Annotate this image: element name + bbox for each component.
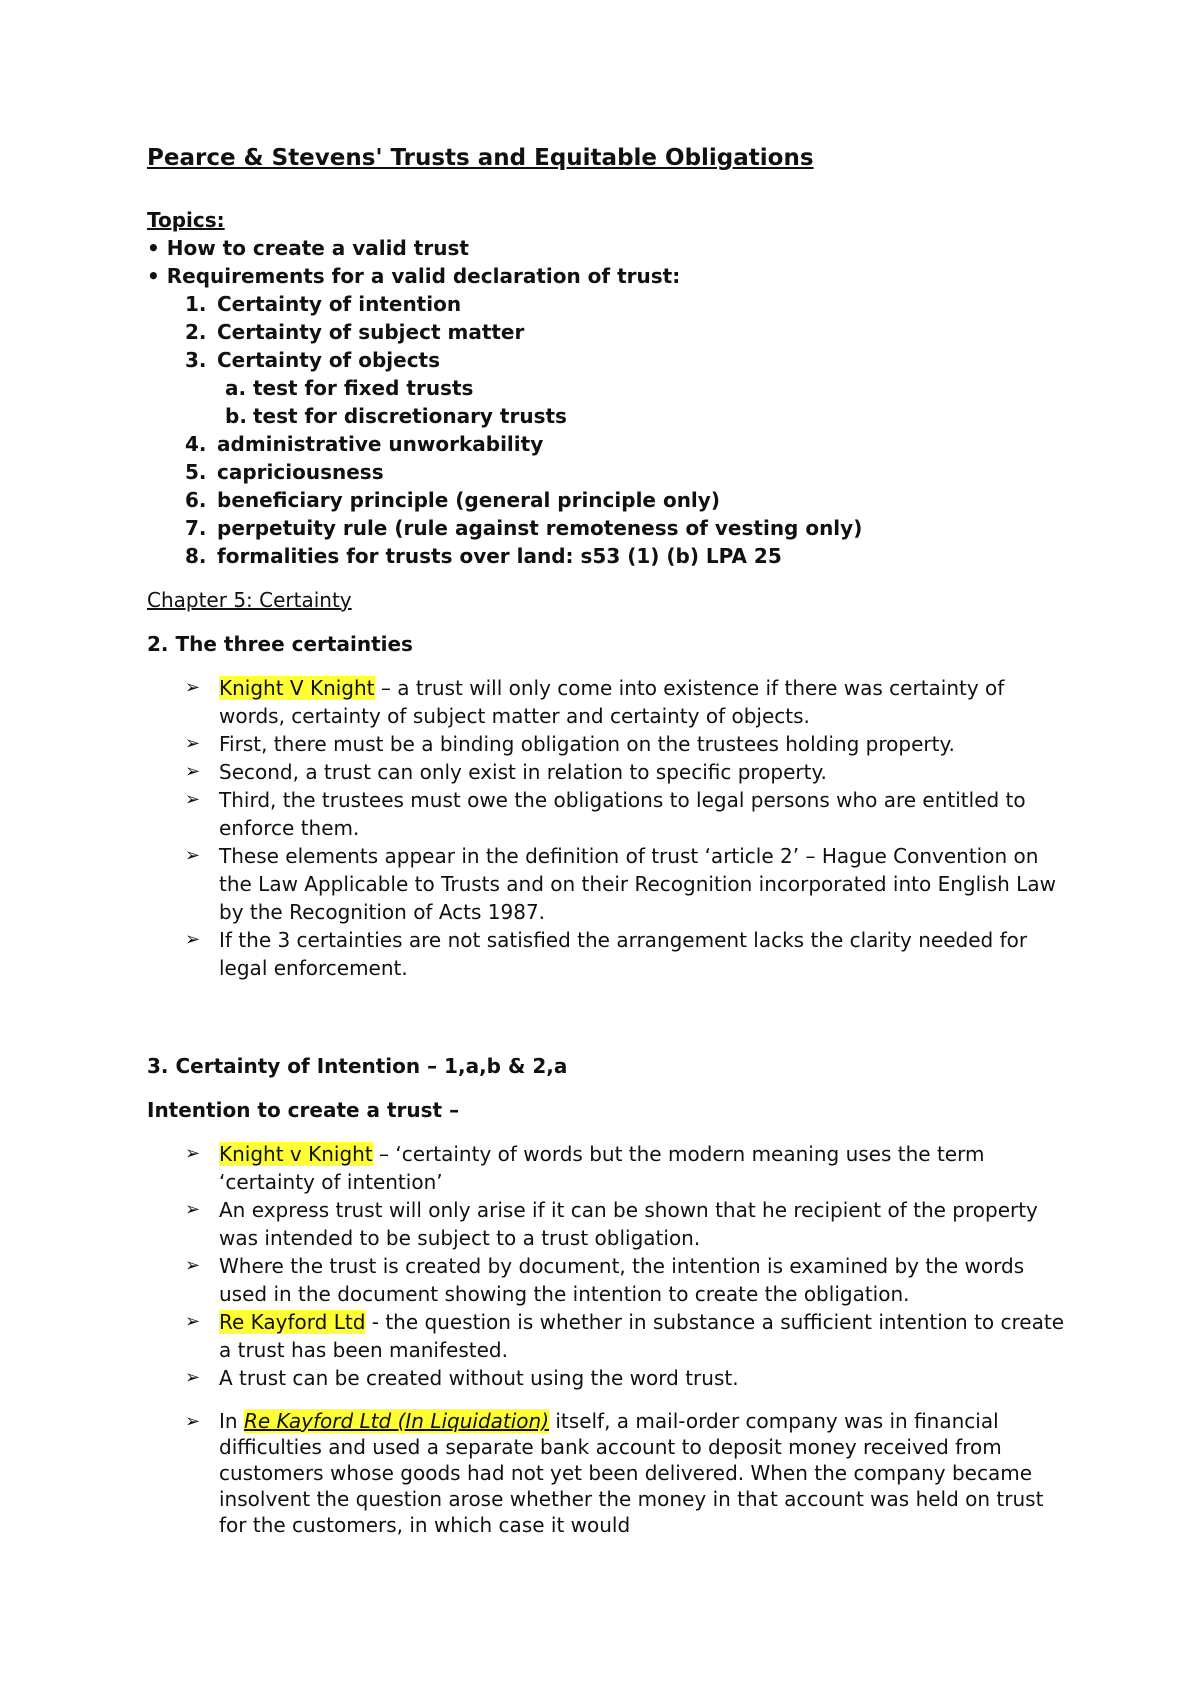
- list-item: ➢ A trust can be created without using the word trust.: [185, 1366, 739, 1390]
- subheading-intention: Intention to create a trust –: [147, 1098, 460, 1122]
- arrow-bullet-icon: ➢: [185, 845, 201, 866]
- list-item: ➢ Knight v Knight – ‘certainty of words but the modern meaning uses the term ‘certainty of intention’: [185, 1142, 985, 1194]
- requirement-item: 5. capriciousness: [185, 460, 384, 484]
- requirement-item: 4. administrative unworkability: [185, 432, 544, 456]
- case-name-highlight: Knight v Knight: [219, 1142, 373, 1166]
- arrow-bullet-icon: ➢: [185, 733, 201, 754]
- objects-test-item: b. test for discretionary trusts: [225, 404, 567, 428]
- topics-label: Topics:: [147, 208, 225, 232]
- arrow-bullet-icon: ➢: [185, 761, 201, 782]
- list-item: ➢ First, there must be a binding obligation on the trustees holding property.: [185, 732, 955, 756]
- requirements-list-continued: [147, 430, 1067, 570]
- arrow-bullet-icon: ➢: [185, 1199, 201, 1220]
- requirements-list: [147, 290, 1067, 374]
- arrow-bullet-icon: ➢: [185, 1411, 201, 1432]
- list-item: ➢ Where the trust is created by document, the intention is examined by the words used in the document showing the intention to create the obligation.: [185, 1254, 1025, 1306]
- list-item: ➢ These elements appear in the definition of trust ‘article 2’ – Hague Convention on the Law Applicable to Trusts and on their Recognition incorporated into English Law by the Recognition of Acts 1987.: [185, 844, 1056, 924]
- list-item: ➢ Re Kayford Ltd - the question is whether in substance a sufficient intention to create a trust has been manifested.: [185, 1310, 1065, 1362]
- three-certainties-list: [147, 674, 1067, 982]
- arrow-bullet-icon: ➢: [185, 929, 201, 950]
- requirement-item: 6. beneficiary principle (general principle only): [185, 488, 720, 512]
- topic-item: • How to create a valid trust: [147, 236, 469, 260]
- arrow-bullet-icon: ➢: [185, 789, 201, 810]
- arrow-bullet-icon: ➢: [185, 1143, 201, 1164]
- requirement-item: 3. Certainty of objects: [185, 348, 441, 372]
- requirement-item: 7. perpetuity rule (rule against remoteness of vesting only): [185, 516, 863, 540]
- list-item: ➢ Second, a trust can only exist in relation to specific property.: [185, 760, 827, 784]
- document-body: [147, 142, 1067, 1538]
- case-name-highlight: Knight V Knight: [219, 676, 375, 700]
- list-item: ➢ If the 3 certainties are not satisfied the arrangement lacks the clarity needed for legal enforcement.: [185, 928, 1028, 980]
- arrow-bullet-icon: ➢: [185, 1311, 201, 1332]
- list-item: ➢ In Re Kayford Ltd (In Liquidation) itself, a mail-order company was in financial difficulties and used a separate bank account to deposit money received from customers whose goods had not yet been delivered. When the company became insolvent the question arose whether the money in that account was held on trust for the customers, in which case it would: [185, 1409, 1044, 1537]
- list-item: ➢ Knight V Knight – a trust will only come into existence if there was certainty of words, certainty of subject matter and certainty of objects.: [185, 676, 1005, 728]
- list-item: ➢ An express trust will only arise if it can be shown that he recipient of the property was intended to be subject to a trust obligation.: [185, 1198, 1038, 1250]
- chapter-heading: Chapter 5: Certainty: [147, 588, 352, 612]
- requirement-item: 1. Certainty of intention: [185, 292, 462, 316]
- topic-item: • Requirements for a valid declaration of trust:: [147, 264, 681, 288]
- arrow-bullet-icon: ➢: [185, 1255, 201, 1276]
- certainty-of-intention-list: [147, 1140, 1067, 1538]
- arrow-bullet-icon: ➢: [185, 1367, 201, 1388]
- section-heading-certainty-of-intention: 3. Certainty of Intention – 1,a,b & 2,a: [147, 1054, 568, 1078]
- requirement-item: 2. Certainty of subject matter: [185, 320, 525, 344]
- arrow-bullet-icon: ➢: [185, 677, 201, 698]
- objects-test-item: a. test for fixed trusts: [225, 376, 474, 400]
- case-name-highlight: Re Kayford Ltd (In Liquidation): [243, 1409, 550, 1433]
- document-title: Pearce & Stevens' Trusts and Equitable Obligations: [147, 145, 814, 171]
- objects-tests-list: [147, 374, 1067, 430]
- case-name-highlight: Re Kayford Ltd: [219, 1310, 366, 1334]
- list-item: ➢ Third, the trustees must owe the obligations to legal persons who are entitled to enforce them.: [185, 788, 1026, 840]
- section-heading-three-certainties: 2. The three certainties: [147, 632, 413, 656]
- requirement-item: 8. formalities for trusts over land: s53 (1) (b) LPA 25: [185, 544, 782, 568]
